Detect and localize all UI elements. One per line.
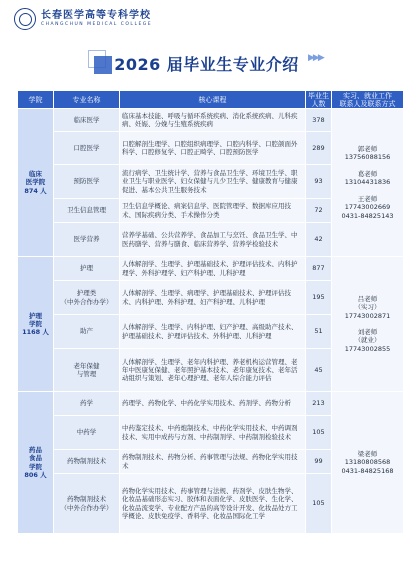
table-header-row (18, 91, 404, 109)
header-major: 专业名称 (54, 91, 120, 109)
graduate-count: 93 (306, 165, 332, 199)
graduate-count: 289 (306, 132, 332, 165)
major-name: 助产 (54, 315, 120, 349)
contact-cell: 吕老师 （实习） 17743002871 刘老师 （就业） 17743002855 (332, 257, 404, 392)
core-courses: 口腔解剖生理学、口腔组织病理学、口腔内科学、口腔颌面外科学、口腔修复学、口腔正畸学、口腔预防医学 (120, 132, 306, 165)
header-count: 毕业生 人数 (306, 91, 332, 109)
graduate-count: 99 (306, 450, 332, 474)
graduate-count: 213 (306, 392, 332, 416)
graduate-count: 42 (306, 223, 332, 257)
school-name-en: CHANGCHUN MEDICAL COLLEGE (41, 22, 153, 27)
core-courses: 临床基本技能、呼吸与循环系统疾病、消化系统疾病、儿科疾病、妊娠、分娩与生殖系统疾病 (120, 109, 306, 132)
major-name: 药物制剂技术 （中外合作办学） (54, 474, 120, 534)
decorative-arrows-icon: ▶▶▶ (308, 53, 323, 63)
core-courses: 药物化学实用技术、药事管理与法规、药剂学、皮肤生物学、化妆品基础形态实习、胶体和表面化学、皮肤医学、生化学、化妆品流变学、专业配方产品的高等设计开发、化妆品处方工学概论、皮肤免疫学、香料学、化妆品国际化工学 (120, 474, 306, 534)
graduate-count: 51 (306, 315, 332, 349)
core-courses: 人体解剖学、生理学、老年内科护理、养老机构运营管理、老年中医康复保健、老年照护基本技术、老年康复技术、老年活动组织与策划、老年心理护理、老年人综合能力评估 (120, 349, 306, 392)
core-courses: 卫生信息学概论、病案信息学、医院管理学、数据库应用技术、国际疾病分类、手术操作分类 (120, 199, 306, 223)
graduate-count: 195 (306, 281, 332, 315)
major-name: 药学 (54, 392, 120, 416)
core-courses: 人体解剖学、生理学、内科护理、妇产护理、高级助产技术、护理基础技术、护理评估技术、外科护理、儿科护理 (120, 315, 306, 349)
major-name: 卫生信息管理 (54, 199, 120, 223)
school-name-cn: 长春医学高等专科学校 (41, 10, 151, 21)
header (0, 0, 413, 80)
college-cell: 临床 医学院 874 人 (18, 109, 54, 257)
header-college: 学院 (18, 91, 54, 109)
page-title: 2026 届毕业生专业介绍 (114, 55, 299, 74)
major-table (17, 90, 404, 534)
college-cell: 护理 学院 1168 人 (18, 257, 54, 392)
major-name: 护理 (54, 257, 120, 281)
core-courses: 中药鉴定技术、中药炮制技术、中药化学实用技术、中药调剂技术、实用中成药与方剂、中药制剂学、中药制剂检验技术 (120, 416, 306, 450)
contact-cell: 梁老师 13180808568 0431-84825168 (332, 392, 404, 534)
graduate-count: 877 (306, 257, 332, 281)
table-row (18, 392, 404, 416)
core-courses: 药物制剂技术、药物分析、药事管理与法规、药物化学实用技术 (120, 450, 306, 474)
graduate-count: 72 (306, 199, 332, 223)
core-courses: 药理学、药物化学、中药化学实用技术、药剂学、药物分析 (120, 392, 306, 416)
major-name: 中药学 (54, 416, 120, 450)
table-row (18, 109, 404, 132)
header-courses: 核心课程 (120, 91, 306, 109)
graduate-count: 378 (306, 109, 332, 132)
major-name: 护理类 （中外合作办学） (54, 281, 120, 315)
core-courses: 人体解剖学、生理学、护理基础技术、护理评估技术、内科护理学、外科护理学、妇产科护理、儿科护理 (120, 257, 306, 281)
core-courses: 流行病学、卫生统计学、营养与食品卫生学、环境卫生学、职业卫生与职业医学、妇女保健与儿少卫生学、健康教育与健康促进、基本公共卫生服务技术 (120, 165, 306, 199)
core-courses: 营养学基础、公共营养学、食品加工与烹饪、食品卫生学、中医药膳学、营养与膳食、临床营养学、营养学检验技术 (120, 223, 306, 257)
graduate-count: 105 (306, 416, 332, 450)
core-courses: 人体解剖学、生理学、病理学、护理基础技术、护理评估技术、内科护理、外科护理、妇产科护理、儿科护理 (120, 281, 306, 315)
major-name: 药物制剂技术 (54, 450, 120, 474)
major-name: 医学营养 (54, 223, 120, 257)
major-name: 预防医学 (54, 165, 120, 199)
school-logo (14, 8, 152, 30)
college-cell: 药品 食品 学院 806 人 (18, 392, 54, 534)
major-name: 老年保健 与管理 (54, 349, 120, 392)
major-name: 口腔医学 (54, 132, 120, 165)
graduate-count: 45 (306, 349, 332, 392)
header-contact: 实习、就业工作 联系人及联系方式 (332, 91, 404, 109)
contact-cell: 郭老师 13756088156 葛老师 13104431836 王老师 17743002669 0431-84825143 (332, 109, 404, 257)
school-seal-icon (14, 8, 36, 30)
table-row (18, 257, 404, 281)
graduate-count: 105 (306, 474, 332, 534)
major-name: 临床医学 (54, 109, 120, 132)
